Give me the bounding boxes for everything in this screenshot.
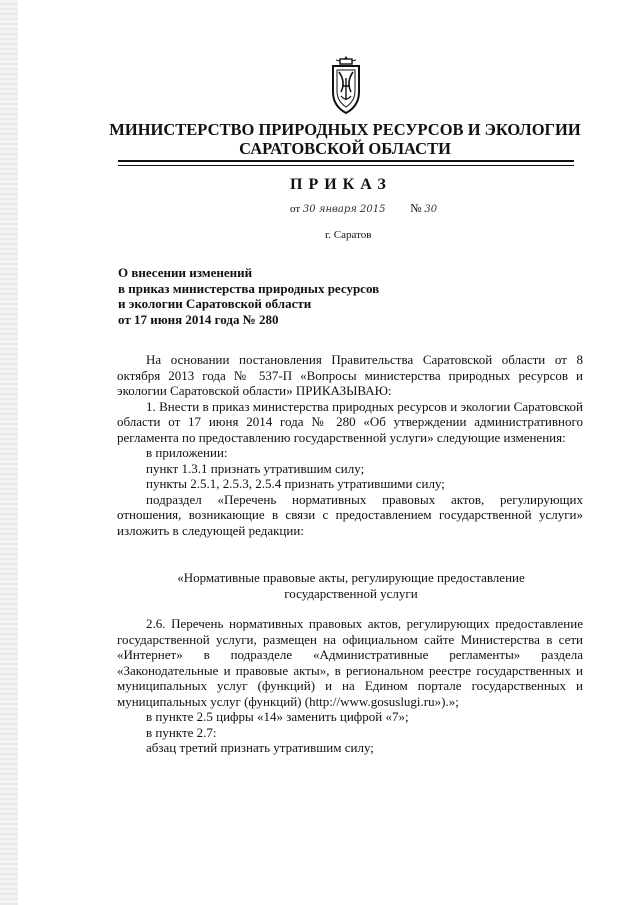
item-25-digit-line: в пункте 2.5 цифры «14» заменить цифрой «7»; (146, 709, 409, 724)
appendix-line: в приложении: (146, 445, 228, 460)
subject-line: от 17 июня 2014 года № 280 (118, 311, 279, 327)
subject-line: в приказ министерства природных ресурсов (118, 280, 380, 296)
body-section-1 (117, 352, 583, 538)
item-26-paragraph: 2.6. Перечень нормативных правовых актов, регулирующих предоставление государственной услуги, размещен на официальном сайте Министерства в сети «Интернет» в подразделе «Административные регламенты» раздела «Законодательные и правовые акты», в региональном реестре государственных и муниципальных услуг (функций) и на Едином портале государственных и муниципальных услуг (функций) (http://www.gosuslugi.ru»).»; (117, 616, 583, 709)
number-handwritten: 30 (424, 204, 438, 215)
item-27-line: в пункте 2.7: (146, 724, 217, 740)
city: г. Саратов (325, 229, 372, 241)
document-type: ПРИКАЗ (290, 176, 392, 193)
header-rule-thick (118, 160, 574, 162)
subject-block (118, 265, 418, 327)
date-handwritten: 30 января 2015 (302, 204, 386, 215)
paragraph-3-line: абзац третий признать утратившим силу; (146, 740, 374, 755)
item-131-line: пункт 1.3.1 признать утратившим силу; (146, 460, 365, 476)
preamble-paragraph: На основании постановления Правительства Саратовской области от 8 октября 2013 года № 537-П «Вопросы министерства природных ресурсов и экологии Саратовской области» ПРИКАЗЫВАЮ: (117, 352, 583, 398)
quote-title-line: «Нормативные правовые акты, регулирующие предоставление (177, 570, 525, 585)
subject-line: и экологии Саратовской области (118, 296, 312, 311)
subsection-paragraph: подраздел «Перечень нормативных правовых актов, регулирующих отношения, возникающие в связи с предоставлением государственной услуги» изложить в следующей редакции: (117, 491, 583, 538)
quote-title (118, 570, 584, 602)
coat-of-arms-icon (330, 56, 362, 116)
date-prefix: от (290, 203, 301, 215)
ministry-name-line1: МИНИСТЕРСТВО ПРИРОДНЫХ РЕСУРСОВ И ЭКОЛОГИИ (109, 120, 581, 139)
date-number-line (290, 201, 437, 216)
subject-line: О внесении изменений (118, 265, 253, 280)
body-section-2 (117, 616, 583, 756)
header-rule-thin (118, 165, 574, 166)
item-25-line: пункты 2.5.1, 2.5.3, 2.5.4 признать утратившими силу; (146, 476, 445, 491)
item-1-paragraph: 1. Внести в приказ министерства природных ресурсов и экологии Саратовской области от 17 июня 2014 года № 280 «Об утверждении административного регламента по предоставлению государственной услуги» следующие изменения: (117, 398, 583, 445)
number-sign: № (410, 201, 422, 215)
ministry-name-line2: САРАТОВСКОЙ ОБЛАСТИ (239, 139, 451, 158)
quote-title-line: государственной услуги (284, 586, 418, 601)
